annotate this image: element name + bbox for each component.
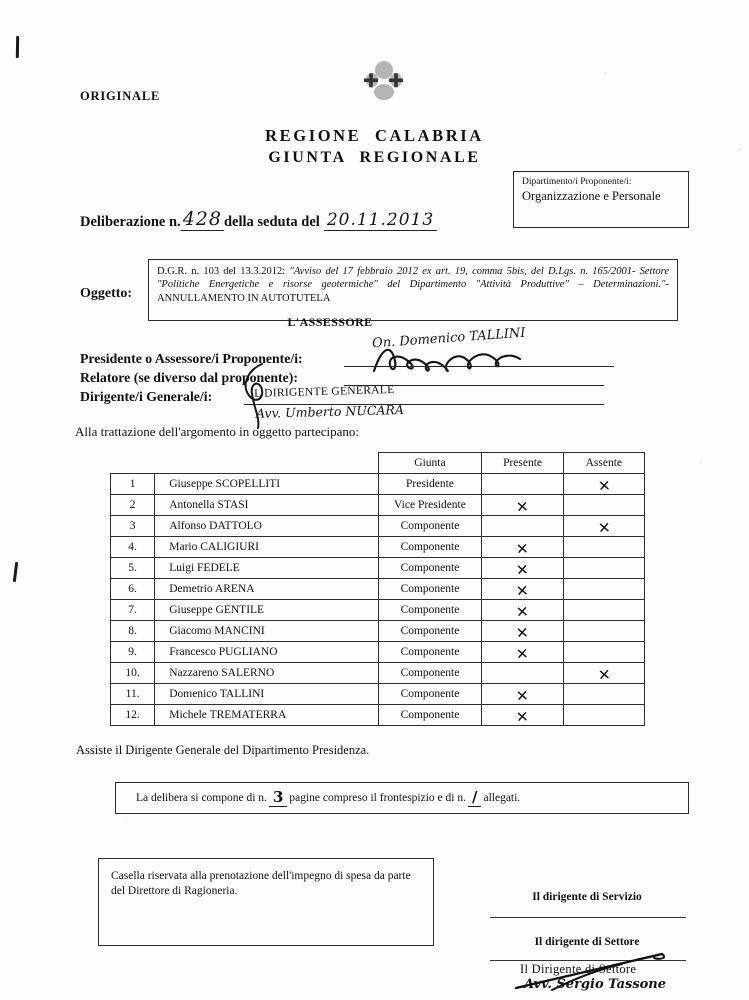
row-presente-cell — [482, 495, 563, 516]
assiste-note: Assiste il Dirigente Generale del Dipartimento Presidenza. — [76, 743, 370, 757]
oggetto-text — [157, 265, 669, 305]
table-row — [111, 537, 645, 558]
row-assente-cell — [563, 516, 644, 537]
row-role: Componente — [378, 579, 482, 600]
table-row — [111, 621, 645, 642]
oggetto-box — [148, 259, 678, 321]
row-number: 9. — [111, 642, 155, 663]
oggetto-part-3: - ANNULLAMENTO IN AUTOTUTELA — [157, 279, 669, 304]
table-row — [111, 600, 645, 621]
row-role: Componente — [378, 684, 482, 705]
table-row — [111, 516, 645, 537]
row-role: Presidente — [378, 474, 482, 495]
binder-mark-top — [16, 36, 19, 58]
row-presente-cell — [482, 684, 563, 705]
pages-text-3: allegati. — [483, 792, 521, 804]
dirigente-servizio-rule — [490, 917, 686, 918]
row-number: 5. — [111, 558, 155, 579]
row-assente-cell — [563, 642, 644, 663]
attendance-table-body — [111, 474, 645, 726]
relatore-label: Relatore (se diverso dal proponente): — [80, 370, 298, 385]
department-value: Organizzazione e Personale — [522, 189, 661, 203]
originale-stamp: ORIGINALE — [80, 89, 161, 103]
row-member-name: Francesco PUGLIANO — [155, 642, 378, 663]
table-row — [111, 705, 645, 726]
row-number: 7. — [111, 600, 155, 621]
regione-calabria-emblem-icon — [352, 58, 416, 106]
row-role: Componente — [378, 705, 482, 726]
table-row — [111, 579, 645, 600]
partecipano-note: Alla trattazione dell'argomento in oggetto partecipano: — [75, 424, 360, 439]
assessore-name-handwritten: On. Domenico TALLINI — [371, 325, 526, 352]
title-line-body: GIUNTA REGIONALE — [268, 149, 481, 166]
header-blank-name — [155, 453, 378, 474]
row-member-name: Giuseppe GENTILE — [155, 600, 378, 621]
department-box — [513, 171, 689, 228]
row-member-name: Domenico TALLINI — [155, 684, 378, 705]
presente-x-mark-icon: ✕ — [515, 707, 530, 727]
pages-text-1: La delibera si compone di n. — [136, 792, 267, 804]
row-member-name: Giuseppe SCOPELLITI — [155, 474, 378, 495]
presente-x-mark-icon: ✕ — [515, 644, 530, 664]
table-row — [111, 495, 645, 516]
row-number: 4. — [111, 537, 155, 558]
pages-count-handwritten: 3 — [269, 788, 287, 807]
dirigente-generale-label: Dirigente/i Generale/i: — [80, 389, 213, 404]
deliberation-prefix: Deliberazione n. — [80, 214, 181, 230]
row-number: 11. — [111, 684, 155, 705]
table-row — [111, 474, 645, 495]
row-number: 6. — [111, 579, 155, 600]
presidente-proponente-label: Presidente o Assessore/i Proponente/i: — [80, 351, 303, 366]
attendance-table — [110, 452, 645, 726]
header-giunta: Giunta — [378, 453, 482, 474]
attendance-table-head — [111, 453, 645, 474]
row-role: Componente — [378, 600, 482, 621]
row-assente-cell — [563, 705, 644, 726]
presente-x-mark-icon: ✕ — [515, 623, 530, 643]
final-stamp-title: Il Dirigente di Settore — [520, 962, 637, 976]
scan-speckle — [125, 820, 127, 822]
row-assente-cell — [563, 495, 644, 516]
table-row — [111, 642, 645, 663]
department-label: Dipartimento/i Proponente/i: — [522, 177, 632, 187]
handwritten-signature-icon — [232, 360, 292, 430]
row-number: 3 — [111, 516, 155, 537]
deliberation-number-handwritten: 428 — [182, 208, 222, 230]
row-presente-cell — [482, 663, 563, 684]
assessore-title: L'ASSESSORE — [287, 315, 373, 329]
attachments-count-handwritten: / — [468, 788, 481, 807]
row-presente-cell — [482, 558, 563, 579]
table-row — [111, 684, 645, 705]
table-row — [111, 663, 645, 684]
row-number: 10. — [111, 663, 155, 684]
row-member-name: Antonella STASI — [155, 495, 378, 516]
row-role: Componente — [378, 663, 482, 684]
header-presente: Presente — [482, 453, 563, 474]
row-role: Componente — [378, 558, 482, 579]
ragioneria-reserved-box: Casella riservata alla prenotazione dell'impegno di spesa da parte del Direttore di Ragioneria. — [98, 858, 434, 946]
row-member-name: Giacomo MANCINI — [155, 621, 378, 642]
deliberation-middle: della seduta del — [223, 214, 320, 230]
row-role: Componente — [378, 642, 482, 663]
document-title — [0, 126, 749, 167]
row-presente-cell — [482, 516, 563, 537]
presente-x-mark-icon: ✕ — [515, 602, 530, 622]
row-member-name: Luigi FEDELE — [155, 558, 378, 579]
assente-x-mark-icon: ✕ — [596, 518, 611, 538]
row-number: 8. — [111, 621, 155, 642]
oggetto-label: Oggetto: — [80, 286, 133, 301]
row-presente-cell — [482, 621, 563, 642]
scan-speckle — [700, 460, 702, 462]
row-presente-cell — [482, 705, 563, 726]
row-member-name: Mario CALIGIURI — [155, 537, 378, 558]
row-member-name: Michele TREMATERRA — [155, 705, 378, 726]
table-row — [111, 558, 645, 579]
row-presente-cell — [482, 600, 563, 621]
presidente-signature-rule — [344, 366, 614, 367]
dirigente-servizio-label: Il dirigente di Servizio — [532, 891, 642, 903]
handwritten-signature-icon — [512, 952, 692, 992]
header-assente: Assente — [563, 453, 644, 474]
presente-x-mark-icon: ✕ — [515, 497, 530, 517]
oggetto-part-2: "Avviso del 17 febbraio 2012 ex art. 19, comma 5bis, del D.Lgs. n. 165/2001- Settore "Politiche Energetiche e risorse geotermiche" del Dipartimento "Attività Produttive" – Determinazioni." — [157, 266, 670, 291]
row-presente-cell — [482, 537, 563, 558]
pages-text-2: pagine compreso il frontespizio e di n. — [289, 792, 466, 804]
deliberation-line — [80, 209, 437, 232]
row-role: Componente — [378, 621, 482, 642]
table-header-row — [111, 453, 645, 474]
presente-x-mark-icon: ✕ — [515, 581, 530, 601]
pages-count-box — [115, 782, 689, 814]
row-presente-cell — [482, 642, 563, 663]
final-stamp-name: Avv. Sergio Tassone — [524, 977, 667, 992]
row-assente-cell — [563, 600, 644, 621]
row-assente-cell — [563, 558, 644, 579]
oggetto-part-1: D.G.R. n. 103 del 13.3.2012: — [157, 266, 290, 277]
row-assente-cell — [563, 537, 644, 558]
row-number: 12. — [111, 705, 155, 726]
row-assente-cell — [563, 621, 644, 642]
row-presente-cell — [482, 474, 563, 495]
presente-x-mark-icon: ✕ — [515, 686, 530, 706]
row-presente-cell — [482, 579, 563, 600]
row-assente-cell — [563, 684, 644, 705]
row-number: 1 — [111, 474, 155, 495]
row-member-name: Nazzareno SALERNO — [155, 663, 378, 684]
row-member-name: Demetrio ARENA — [155, 579, 378, 600]
row-role: Componente — [378, 516, 482, 537]
row-member-name: Alfonso DATTOLO — [155, 516, 378, 537]
presente-x-mark-icon: ✕ — [515, 560, 530, 580]
handwritten-signature-icon — [368, 341, 548, 375]
scan-speckle — [604, 72, 607, 75]
assente-x-mark-icon: ✕ — [596, 665, 611, 685]
row-assente-cell — [563, 663, 644, 684]
dirigente-generale-stamp-name: Avv. Umberto NUCARA — [255, 402, 405, 421]
title-line-region: REGIONE CALABRIA — [265, 126, 484, 145]
row-assente-cell — [563, 474, 644, 495]
presente-x-mark-icon: ✕ — [515, 539, 530, 559]
row-assente-cell — [563, 579, 644, 600]
row-role: Componente — [378, 537, 482, 558]
deliberation-date-handwritten: 20.11.2013 — [324, 210, 437, 231]
header-blank-num — [111, 453, 155, 474]
assente-x-mark-icon: ✕ — [596, 476, 611, 496]
dirigente-settore-label: Il dirigente di Settore — [534, 936, 640, 948]
row-role: Vice Presidente — [378, 495, 482, 516]
row-number: 2 — [111, 495, 155, 516]
dirigente-generale-stamp-title: IL DIRIGENTE GENERALE — [249, 383, 395, 401]
binder-mark-bottom — [13, 562, 18, 582]
